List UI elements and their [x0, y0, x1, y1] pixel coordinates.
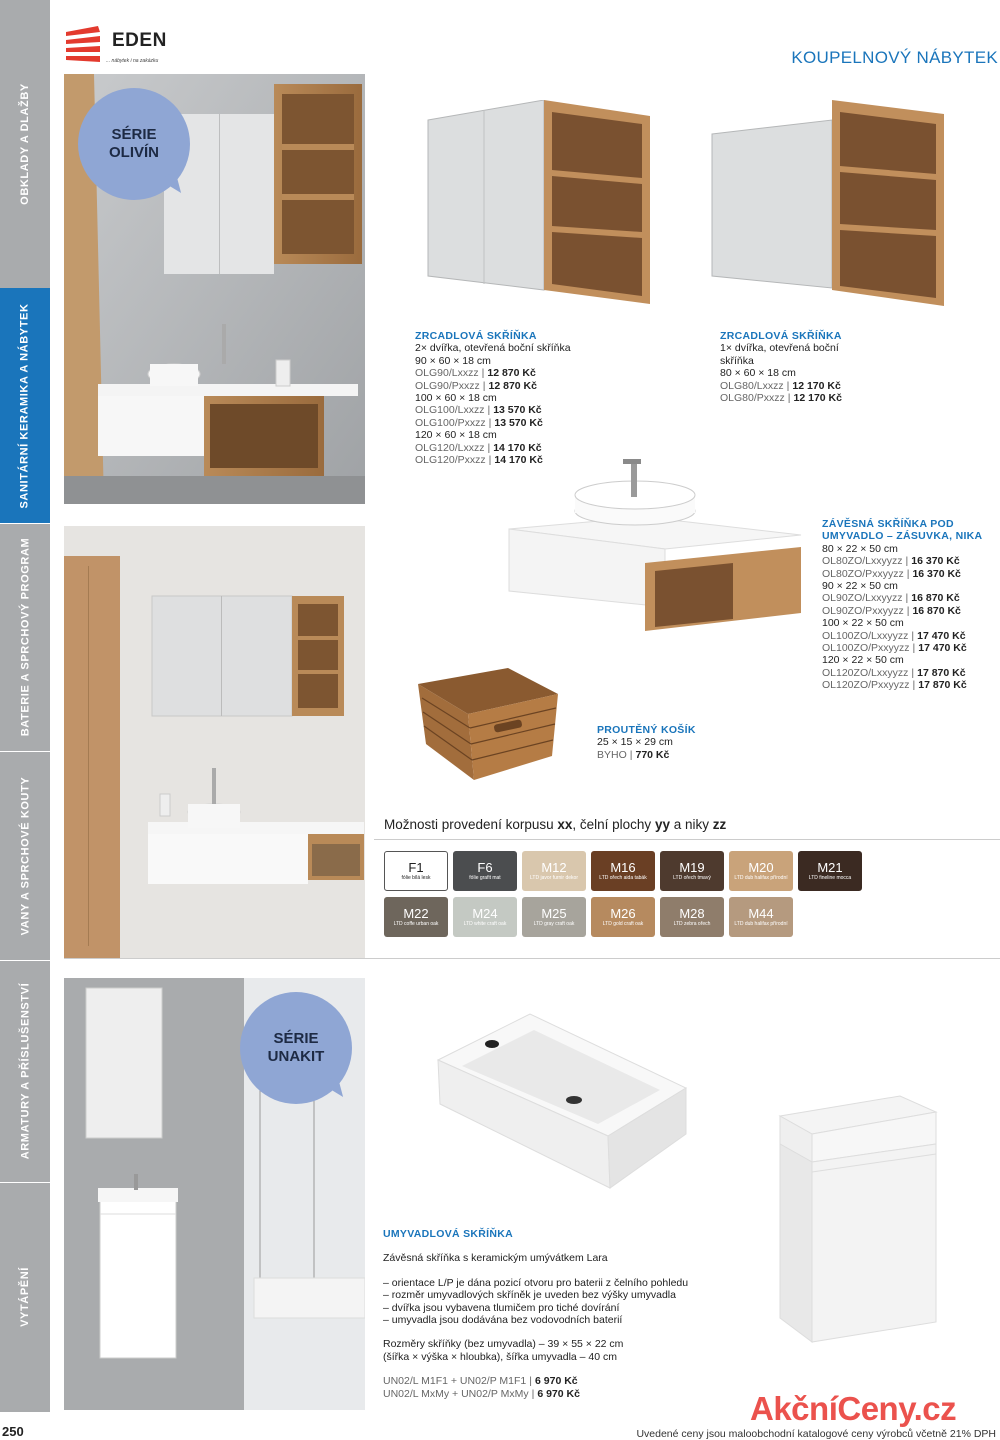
swatch-code: M16: [610, 860, 636, 875]
price-row: OLG120/Lxxzz | 14 170 Kč: [415, 441, 542, 454]
product-code: UN02/L M1F1 + UN02/P M1F1: [383, 1375, 527, 1388]
swatch-code: M12: [541, 860, 567, 875]
logo-name: EDEN: [112, 30, 167, 51]
swatch-name: LTD coffe urban oak: [393, 921, 439, 927]
price-row: OLG100/Lxxzz | 13 570 Kč: [415, 404, 542, 417]
finish-swatch-f6: [453, 851, 517, 891]
finish-swatch-f1: [384, 851, 448, 891]
wicker-basket-image: [412, 664, 562, 784]
wicker-basket-title: PROUTĚNÝ KOŠÍK: [597, 724, 696, 736]
price-row: OL100ZO/Lxxyyzz | 17 470 Kč: [822, 629, 966, 642]
page-title: KOUPELNOVÝ NÁBYTEK: [791, 48, 998, 67]
sidebar-item-label: ARMATURY A PŘÍSLUŠENSTVÍ: [19, 982, 31, 1160]
swatch-name: LTD dub halifax přírodní: [734, 921, 788, 927]
finish-swatch-m26: [591, 897, 655, 937]
sidebar-item-ceramics-furniture[interactable]: [0, 288, 50, 524]
product-code: OLG120/Pxxzz: [415, 454, 486, 467]
sidebar-item-label: BATERIE A SPRCHOVÝ PROGRAM: [19, 537, 32, 737]
swatch-name: fólie grafit mat: [469, 875, 501, 881]
product-price: 16 870 Kč: [912, 604, 961, 617]
sidebar-item-label: VYTÁPĚNÍ: [19, 1267, 31, 1327]
swatch-code: M25: [541, 906, 567, 921]
product-code: OL80ZO/Pxxyyzz: [822, 567, 904, 580]
product-code: UN02/L MxMy + UN02/P MxMy: [383, 1387, 529, 1400]
finish-options-title: [384, 817, 726, 832]
finish-swatch-m12: [522, 851, 586, 891]
swatch-name: LTD javor furnir dekor: [530, 875, 578, 881]
product-code: OLG120/Lxxzz: [415, 441, 485, 454]
swatch-name: LTD ořech aida tabák: [599, 875, 647, 881]
product-code: OLG80/Lxxzz: [720, 379, 784, 392]
product-code: OL100ZO/Pxxyyzz: [822, 642, 910, 655]
basin-cabinet-image: [772, 1090, 942, 1350]
dimension-line: 120 × 22 × 50 cm: [822, 654, 904, 667]
swatch-name: LTD dub halifax přírodní: [734, 875, 788, 881]
swatch-code: M19: [679, 860, 705, 875]
swatch-code: M20: [748, 860, 774, 875]
sidebar-item-label: VANY A SPRCHOVÉ KOUTY: [19, 776, 31, 935]
price-row: OL120ZO/Lxxyyzz | 17 870 Kč: [822, 666, 966, 679]
product-price: 16 870 Kč: [911, 592, 960, 605]
series-olivin-line1: SÉRIE: [111, 126, 157, 143]
price-row: OL120ZO/Pxxyyzz | 17 870 Kč: [822, 679, 967, 692]
product-price: 16 370 Kč: [911, 555, 960, 568]
product-price: 14 170 Kč: [493, 441, 542, 454]
category-sidebar: [0, 0, 50, 1412]
price-row: OLG100/Pxxzz | 13 570 Kč: [415, 416, 543, 429]
basin-cabinet-bullet: – umyvadla jsou dodávána bez vodovodních baterií: [383, 1314, 623, 1327]
price-row: OL80ZO/Lxxyyzz | 16 370 Kč: [822, 555, 960, 568]
basin-cabinet-dims-2: (šířka × výška × hloubka), šířka umyvadla – 40 cm: [383, 1350, 618, 1363]
series-olivin-line2: OLIVÍN: [108, 144, 159, 161]
series-olivin-badge: [78, 88, 190, 200]
swatch-code: M44: [748, 906, 774, 921]
product-code: OL90ZO/Pxxyyzz: [822, 604, 904, 617]
finish-options-text: Možnosti provedení korpusu: [384, 817, 558, 832]
mirror-cabinet-90-desc: 2× dvířka, otevřená boční skříňka: [415, 342, 571, 355]
finish-options-xx: xx: [557, 817, 573, 832]
sidebar-item-label: OBKLADY A DLAŽBY: [19, 83, 32, 205]
product-code: OLG80/Pxxzz: [720, 392, 785, 405]
finish-swatch-m21: [798, 851, 862, 891]
watermark-brand: [750, 1390, 956, 1428]
mirror-cabinet-90-info: [415, 330, 615, 466]
product-code: OLG100/Pxxzz: [415, 416, 486, 429]
product-price: 17 470 Kč: [917, 629, 966, 642]
product-price: 12 170 Kč: [793, 392, 842, 405]
vanity-cabinet-title-2: UMYVADLO – ZÁSUVKA, NIKA: [822, 530, 983, 543]
basin-cabinet-bullet: – rozměr umyvadlových skříněk je uveden bez výšky umyvadla: [383, 1289, 676, 1302]
basin-cabinet-dims: Rozměry skříňky (bez umyvadla) – 39 × 55 × 22 cm: [383, 1338, 624, 1351]
basin-cabinet-title: UMYVADLOVÁ SKŘÍŇKA: [383, 1228, 514, 1240]
sidebar-item-label: SANITÁRNÍ KERAMIKA A NÁBYTEK: [19, 302, 31, 509]
basin-cabinet-intro: Závěsná skříňka s keramickým umývátkem Lara: [383, 1252, 608, 1265]
product-price: 770 Kč: [635, 748, 670, 761]
vanity-cabinet-title-1: ZÁVĚSNÁ SKŘÍŇKA POD: [822, 518, 954, 530]
product-price: 13 570 Kč: [493, 404, 542, 417]
product-code: OLG90/Pxxzz: [415, 379, 480, 392]
brand-part-2: Ceny.cz: [837, 1390, 957, 1427]
finish-options-yy: yy: [654, 817, 670, 832]
lara-basin-image: [434, 1004, 694, 1194]
price-row: OLG90/Lxxzz | 12 870 Kč: [415, 367, 536, 380]
price-row: OL90ZO/Pxxyyzz | 16 870 Kč: [822, 604, 961, 617]
finish-swatch-m25: [522, 897, 586, 937]
swatch-name: LTD gray craft oak: [533, 921, 575, 927]
series-unakit-badge: [240, 992, 352, 1104]
product-code: OL120ZO/Lxxyyzz: [822, 666, 909, 679]
swatch-code: M21: [817, 860, 843, 875]
product-code: BYHO: [597, 748, 627, 761]
price-row: OL90ZO/Lxxyyzz | 16 870 Kč: [822, 592, 960, 605]
product-price: 16 370 Kč: [912, 567, 961, 580]
finish-swatch-m22: [384, 897, 448, 937]
swatch-name: LTD white craft oak: [463, 921, 507, 927]
brand-part-1: Akční: [750, 1390, 838, 1427]
product-price: 12 170 Kč: [792, 379, 841, 392]
sidebar-item-faucets[interactable]: [0, 523, 50, 752]
finish-options-text-3: a niky: [669, 817, 713, 832]
swatch-name: fólie bílá lesk: [401, 875, 431, 881]
price-row: UN02/L MxMy + UN02/P MxMy | 6 970 Kč: [383, 1387, 580, 1400]
price-row: OLG90/Pxxzz | 12 870 Kč: [415, 379, 537, 392]
finish-swatch-m24: [453, 897, 517, 937]
finish-swatch-m44: [729, 897, 793, 937]
dimension-line: 100 × 22 × 50 cm: [822, 617, 904, 630]
dimension-line: 90 × 60 × 18 cm: [415, 354, 491, 367]
sidebar-item-fittings[interactable]: [0, 960, 50, 1183]
mirror-cabinet-80-desc: 1× dvířka, otevřená boční: [720, 342, 839, 355]
sidebar-item-tiles[interactable]: [0, 0, 50, 289]
product-price: 17 870 Kč: [917, 666, 966, 679]
product-code: OLG100/Lxxzz: [415, 404, 485, 417]
wicker-basket-info: [597, 724, 757, 761]
dimension-line: 80 × 60 × 18 cm: [720, 367, 796, 380]
product-code: OL90ZO/Lxxyyzz: [822, 592, 903, 605]
divider: [374, 839, 1000, 840]
price-row: UN02/L M1F1 + UN02/P M1F1 | 6 970 Kč: [383, 1375, 578, 1388]
product-price: 17 470 Kč: [918, 642, 967, 655]
product-code: OLG90/Lxxzz: [415, 367, 479, 380]
product-code: OL80ZO/Lxxyyzz: [822, 555, 903, 568]
basin-cabinet-bullet: – orientace L/P je dána pozicí otvoru pro baterii z čelního pohledu: [383, 1276, 689, 1289]
swatch-code: M24: [472, 906, 498, 921]
dimension-line: 120 × 60 × 18 cm: [415, 429, 497, 442]
product-price: 17 870 Kč: [918, 679, 967, 692]
vanity-cabinet-info: [822, 518, 997, 692]
mirror-cabinet-90-image: [424, 100, 654, 310]
olivin-bathroom-photo-2: [64, 526, 365, 958]
basin-cabinet-info: [383, 1228, 743, 1400]
finish-swatch-m19: [660, 851, 724, 891]
finish-options-zz: zz: [712, 817, 727, 832]
product-price: 12 870 Kč: [487, 367, 536, 380]
series-unakit-line2: UNAKIT: [267, 1048, 325, 1065]
footer-note: Uvedené ceny jsou maloobchodní katalogové ceny výrobců včetně 21% DPH: [636, 1428, 996, 1440]
series-unakit-line1: SÉRIE: [273, 1030, 319, 1047]
wicker-basket-dim: 25 × 15 × 29 cm: [597, 736, 673, 749]
product-price: 6 970 Kč: [535, 1375, 578, 1388]
vanity-cabinet-image: [505, 455, 805, 635]
mirror-cabinet-80-info: [720, 330, 920, 404]
dimension-line: 80 × 22 × 50 cm: [822, 542, 898, 555]
mirror-cabinet-80-image: [708, 100, 948, 310]
swatch-code: M22: [403, 906, 429, 921]
sidebar-item-heating[interactable]: [0, 1182, 50, 1412]
product-price: 13 570 Kč: [494, 416, 543, 429]
swatch-code: M28: [679, 906, 705, 921]
swatch-code: F1: [408, 860, 424, 875]
mirror-cabinet-80-desc-2: skříňka: [720, 354, 754, 367]
product-code: OL120ZO/Pxxyyzz: [822, 679, 910, 692]
swatch-name: LTD ořech tmavý: [673, 875, 711, 881]
finish-swatch-m20: [729, 851, 793, 891]
wicker-basket-price-row: BYHO | 770 Kč: [597, 748, 670, 761]
product-price: 14 170 Kč: [494, 454, 543, 467]
swatch-name: LTD zebra ořech: [673, 921, 711, 927]
divider: [64, 958, 1000, 959]
price-row: OL80ZO/Pxxyyzz | 16 370 Kč: [822, 567, 961, 580]
page-number: 250: [2, 1424, 24, 1439]
dimension-line: 90 × 22 × 50 cm: [822, 580, 898, 593]
product-code: OL100ZO/Lxxyyzz: [822, 629, 909, 642]
swatch-code: F6: [477, 860, 493, 875]
swatch-name: LTD gold craft oak: [602, 921, 644, 927]
swatch-code: M26: [610, 906, 636, 921]
price-row: OL100ZO/Pxxyyzz | 17 470 Kč: [822, 642, 967, 655]
product-price: 12 870 Kč: [488, 379, 537, 392]
price-row: OLG80/Lxxzz | 12 170 Kč: [720, 379, 841, 392]
finish-options-text-2: , čelní plochy: [572, 817, 655, 832]
sidebar-item-tubs[interactable]: [0, 751, 50, 961]
logo-tagline: ... nábytek i na zakázku: [106, 58, 159, 64]
price-row: OLG80/Pxxzz | 12 170 Kč: [720, 392, 842, 405]
dimension-line: 100 × 60 × 18 cm: [415, 392, 497, 405]
price-row: OLG120/Pxxzz | 14 170 Kč: [415, 454, 543, 467]
mirror-cabinet-90-title: ZRCADLOVÁ SKŘÍŇKA: [415, 330, 537, 342]
basin-cabinet-bullet: – dvířka jsou vybavena tlumičem pro tiché dovírání: [383, 1301, 620, 1314]
finish-swatch-m16: [591, 851, 655, 891]
swatch-name: LTD fineline mocca: [808, 875, 852, 881]
finish-swatch-m28: [660, 897, 724, 937]
mirror-cabinet-80-title: ZRCADLOVÁ SKŘÍŇKA: [720, 330, 842, 342]
product-price: 6 970 Kč: [537, 1387, 580, 1400]
